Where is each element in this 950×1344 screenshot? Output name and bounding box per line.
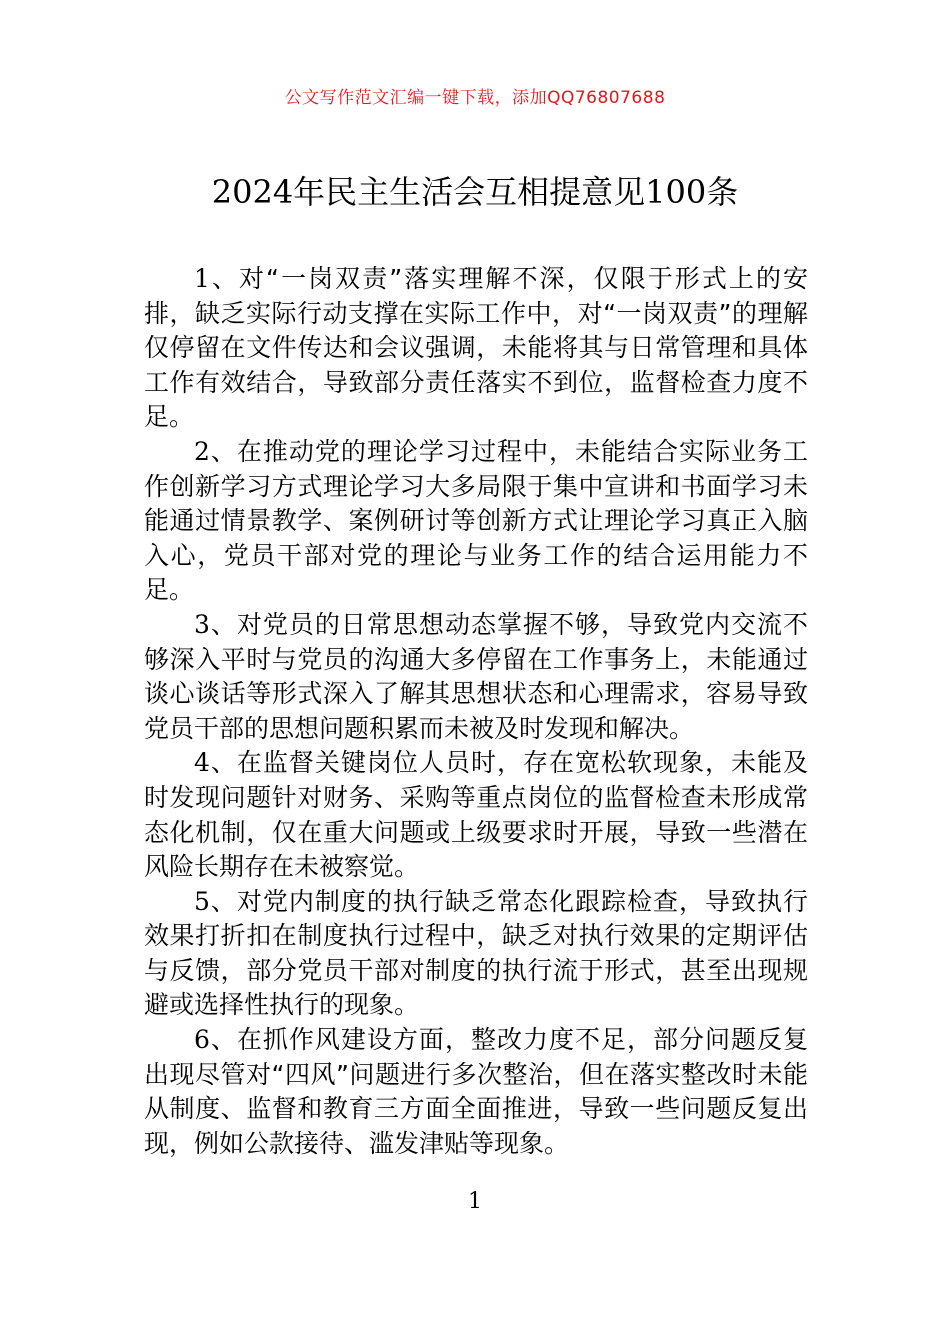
paragraph-3	[144, 608, 808, 746]
paragraph-text: 、对党员的日常思想动态掌握不够，导致党内交流不够深入平时与党员的沟通大多停留在工作事务上，未能通过谈心谈话等形式深入了解其思想状态和心理需求，容易导致党员干部的思想问题积累而未被及时发现和解决。	[144, 609, 808, 743]
paragraph-number: 5	[194, 886, 210, 916]
paragraph-4	[144, 746, 808, 884]
paragraph-2	[144, 435, 808, 608]
paragraph-text: 、对“一岗双责”落实理解不深，仅限于形式上的安排，缺乏实际行动支撑在实际工作中，对“一岗双责”的理解仅停留在文件传达和会议强调，未能将其与日常管理和具体工作有效结合，导致部分责任落实不到位，监督检查力度不足。	[144, 264, 808, 432]
paragraph-5	[144, 885, 808, 1023]
paragraph-number: 3	[194, 609, 210, 639]
paragraph-text: 、对党内制度的执行缺乏常态化跟踪检查，导致执行效果打折扣在制度执行过程中，缺乏对执行效果的定期评估与反馈，部分党员干部对制度的执行流于形式，甚至出现规避或选择性执行的现象。	[144, 886, 808, 1020]
paragraph-number: 2	[194, 436, 210, 466]
paragraph-6	[144, 1023, 808, 1161]
paragraph-text: 、在监督关键岗位人员时，存在宽松软现象，未能及时发现问题针对财务、采购等重点岗位的监督检查未形成常态化机制，仅在重大问题或上级要求时开展，导致一些潜在风险长期存在未被察觉。	[144, 748, 808, 882]
paragraph-1	[144, 262, 808, 435]
paragraph-number: 6	[194, 1025, 210, 1055]
document-body	[144, 262, 808, 1161]
paragraph-text: 、在抓作风建设方面，整改力度不足，部分问题反复出现尽管对“四风”问题进行多次整治，但在落实整改时未能从制度、监督和教育三方面全面推进，导致一些问题反复出现，例如公款接待、滥发津贴等现象。	[144, 1025, 808, 1158]
paragraph-number: 4	[194, 748, 210, 778]
paragraph-number: 1	[194, 264, 210, 293]
paragraph-text: 、在推动党的理论学习过程中，未能结合实际业务工作创新学习方式理论学习大多局限于集中宣讲和书面学习未能通过情景教学、案例研讨等创新方式让理论学习真正入脑入心，党员干部对党的理论与业务工作的结合运用能力不足。	[144, 436, 808, 605]
page-number: 1	[468, 1189, 482, 1214]
download-promo-note: 公文写作范文汇编一键下载，添加QQ76807688	[284, 88, 666, 108]
document-title: 2024年民主生活会互相提意见100条	[211, 173, 739, 211]
